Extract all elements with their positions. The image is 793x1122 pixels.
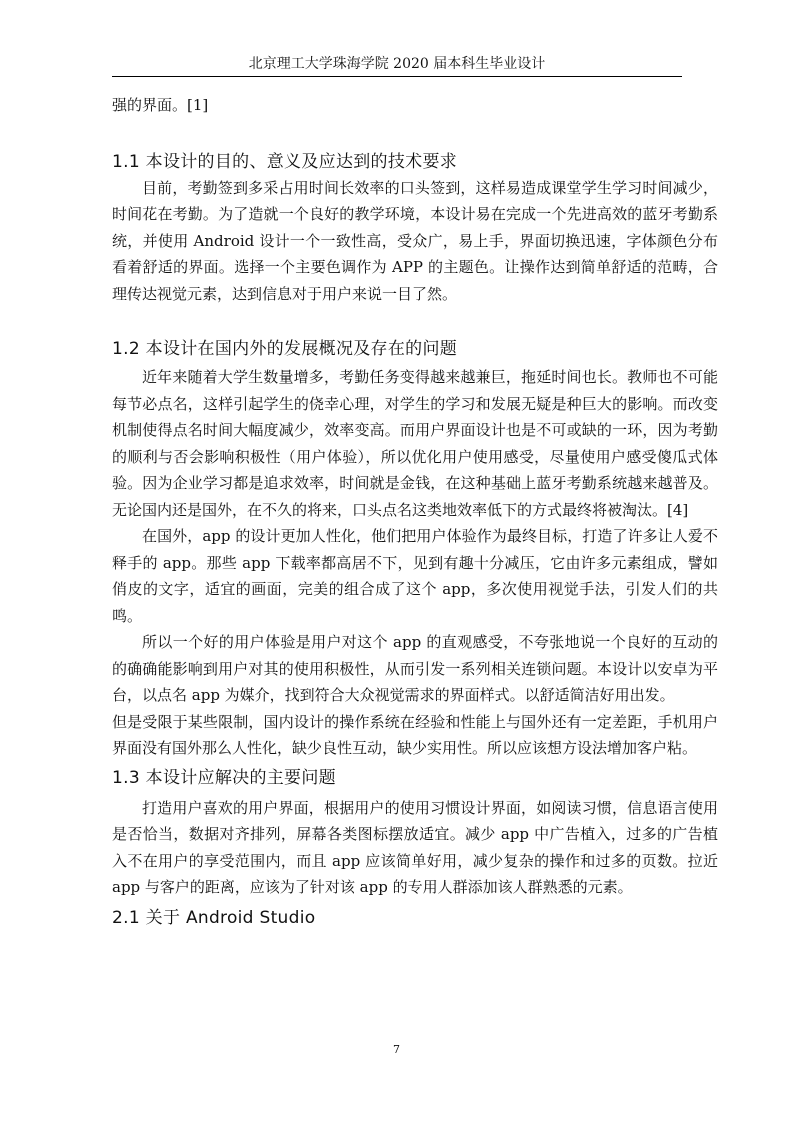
section-heading-1-1: 1.1 本设计的目的、意义及应达到的技术要求	[112, 151, 458, 172]
paragraph-continuation: 强的界面。[1]	[112, 96, 209, 114]
page-number: 7	[393, 1043, 400, 1056]
paragraph-main-problems: 打造用户喜欢的用户界面，根据用户的使用习惯设计界面，如阅读习惯，信息语言使用是否恰当，数据对齐排列，屏幕各类图标摆放适宜。减少 app 中广告植入，过多的广告植入不在用户的享受范围内，而且 app 应该简单好用，减少复杂的操作和过多的页数。拉近 app 与客户的距离，应该为了针对该 app 的专用人群添加该人群熟悉的元素。	[112, 798, 718, 896]
section-heading-2-1: 2.1 关于 Android Studio	[112, 907, 316, 928]
page-body	[112, 88, 718, 929]
paragraph-user-experience: 所以一个好的用户体验是用户对这个 app 的直观感受，不夸张地说一个良好的互动的的确确能影响到用户对其的使用积极性，从而引发一系列相关连锁问题。本设计以安卓为平台，以点名 app 为媒介，找到符合大众视觉需求的界面样式。以舒适简洁好用出发。	[112, 633, 718, 704]
paragraph-limitations: 但是受限于某些限制，国内设计的操作系统在经验和性能上与国外还有一定差距，手机用户界面没有国外那么人性化，缺少良性互动，缺少实用性。所以应该想方设法增加客户粘。	[112, 712, 718, 757]
running-header: 北京理工大学珠海学院 2020 届本科生毕业设计	[248, 56, 546, 72]
paragraph-purpose: 目前，考勤签到多采占用时间长效率的口头签到，这样易造成课堂学生学习时间减少，时间花在考勤。为了造就一个良好的教学环境，本设计易在完成一个先进高效的蓝牙考勤系统，并使用 Android 设计一个一致性高，受众广，易上手，界面切换迅速，字体颜色分布看着舒适的界面。选择一个主要色调作为 APP 的主题色。让操作达到简单舒适的范畴，合理传达视觉元素，达到信息对于用户来说一目了然。	[112, 178, 718, 303]
paragraph-domestic: 近年来随着大学生数量增多，考勤任务变得越来越兼巨，拖延时间也长。教师也不可能每节必点名，这样引起学生的侥幸心理，对学生的学习和发展无疑是种巨大的影响。而改变机制使得点名时间大幅度减少，效率变高。而用户界面设计也是不可或缺的一环，因为考勤的顺利与否会影响积极性（用户体验），所以优化用户使用感受，尽量使用户感受傻瓜式体验。因为企业学习都是追求效率，时间就是金钱，在这种基础上蓝牙考勤系统越来越普及。无论国内还是国外，在不久的将来，口头点名这类地效率低下的方式最终将被淘汰。[4]	[112, 368, 718, 519]
section-heading-1-3: 1.3 本设计应解决的主要问题	[112, 767, 336, 788]
section-heading-1-2: 1.2 本设计在国内外的发展概况及存在的问题	[112, 339, 458, 359]
header-rule	[112, 76, 682, 77]
paragraph-abroad: 在国外，app 的设计更加人性化，他们把用户体验作为最终目标，打造了许多让人爱不释手的 app。那些 app 下载率都高居不下，见到有趣十分减压，它由许多元素组成，譬如俏皮的文字，适宜的画面，完美的组合成了这个 app，多次使用视觉手法，引发人们的共鸣。	[112, 527, 718, 625]
